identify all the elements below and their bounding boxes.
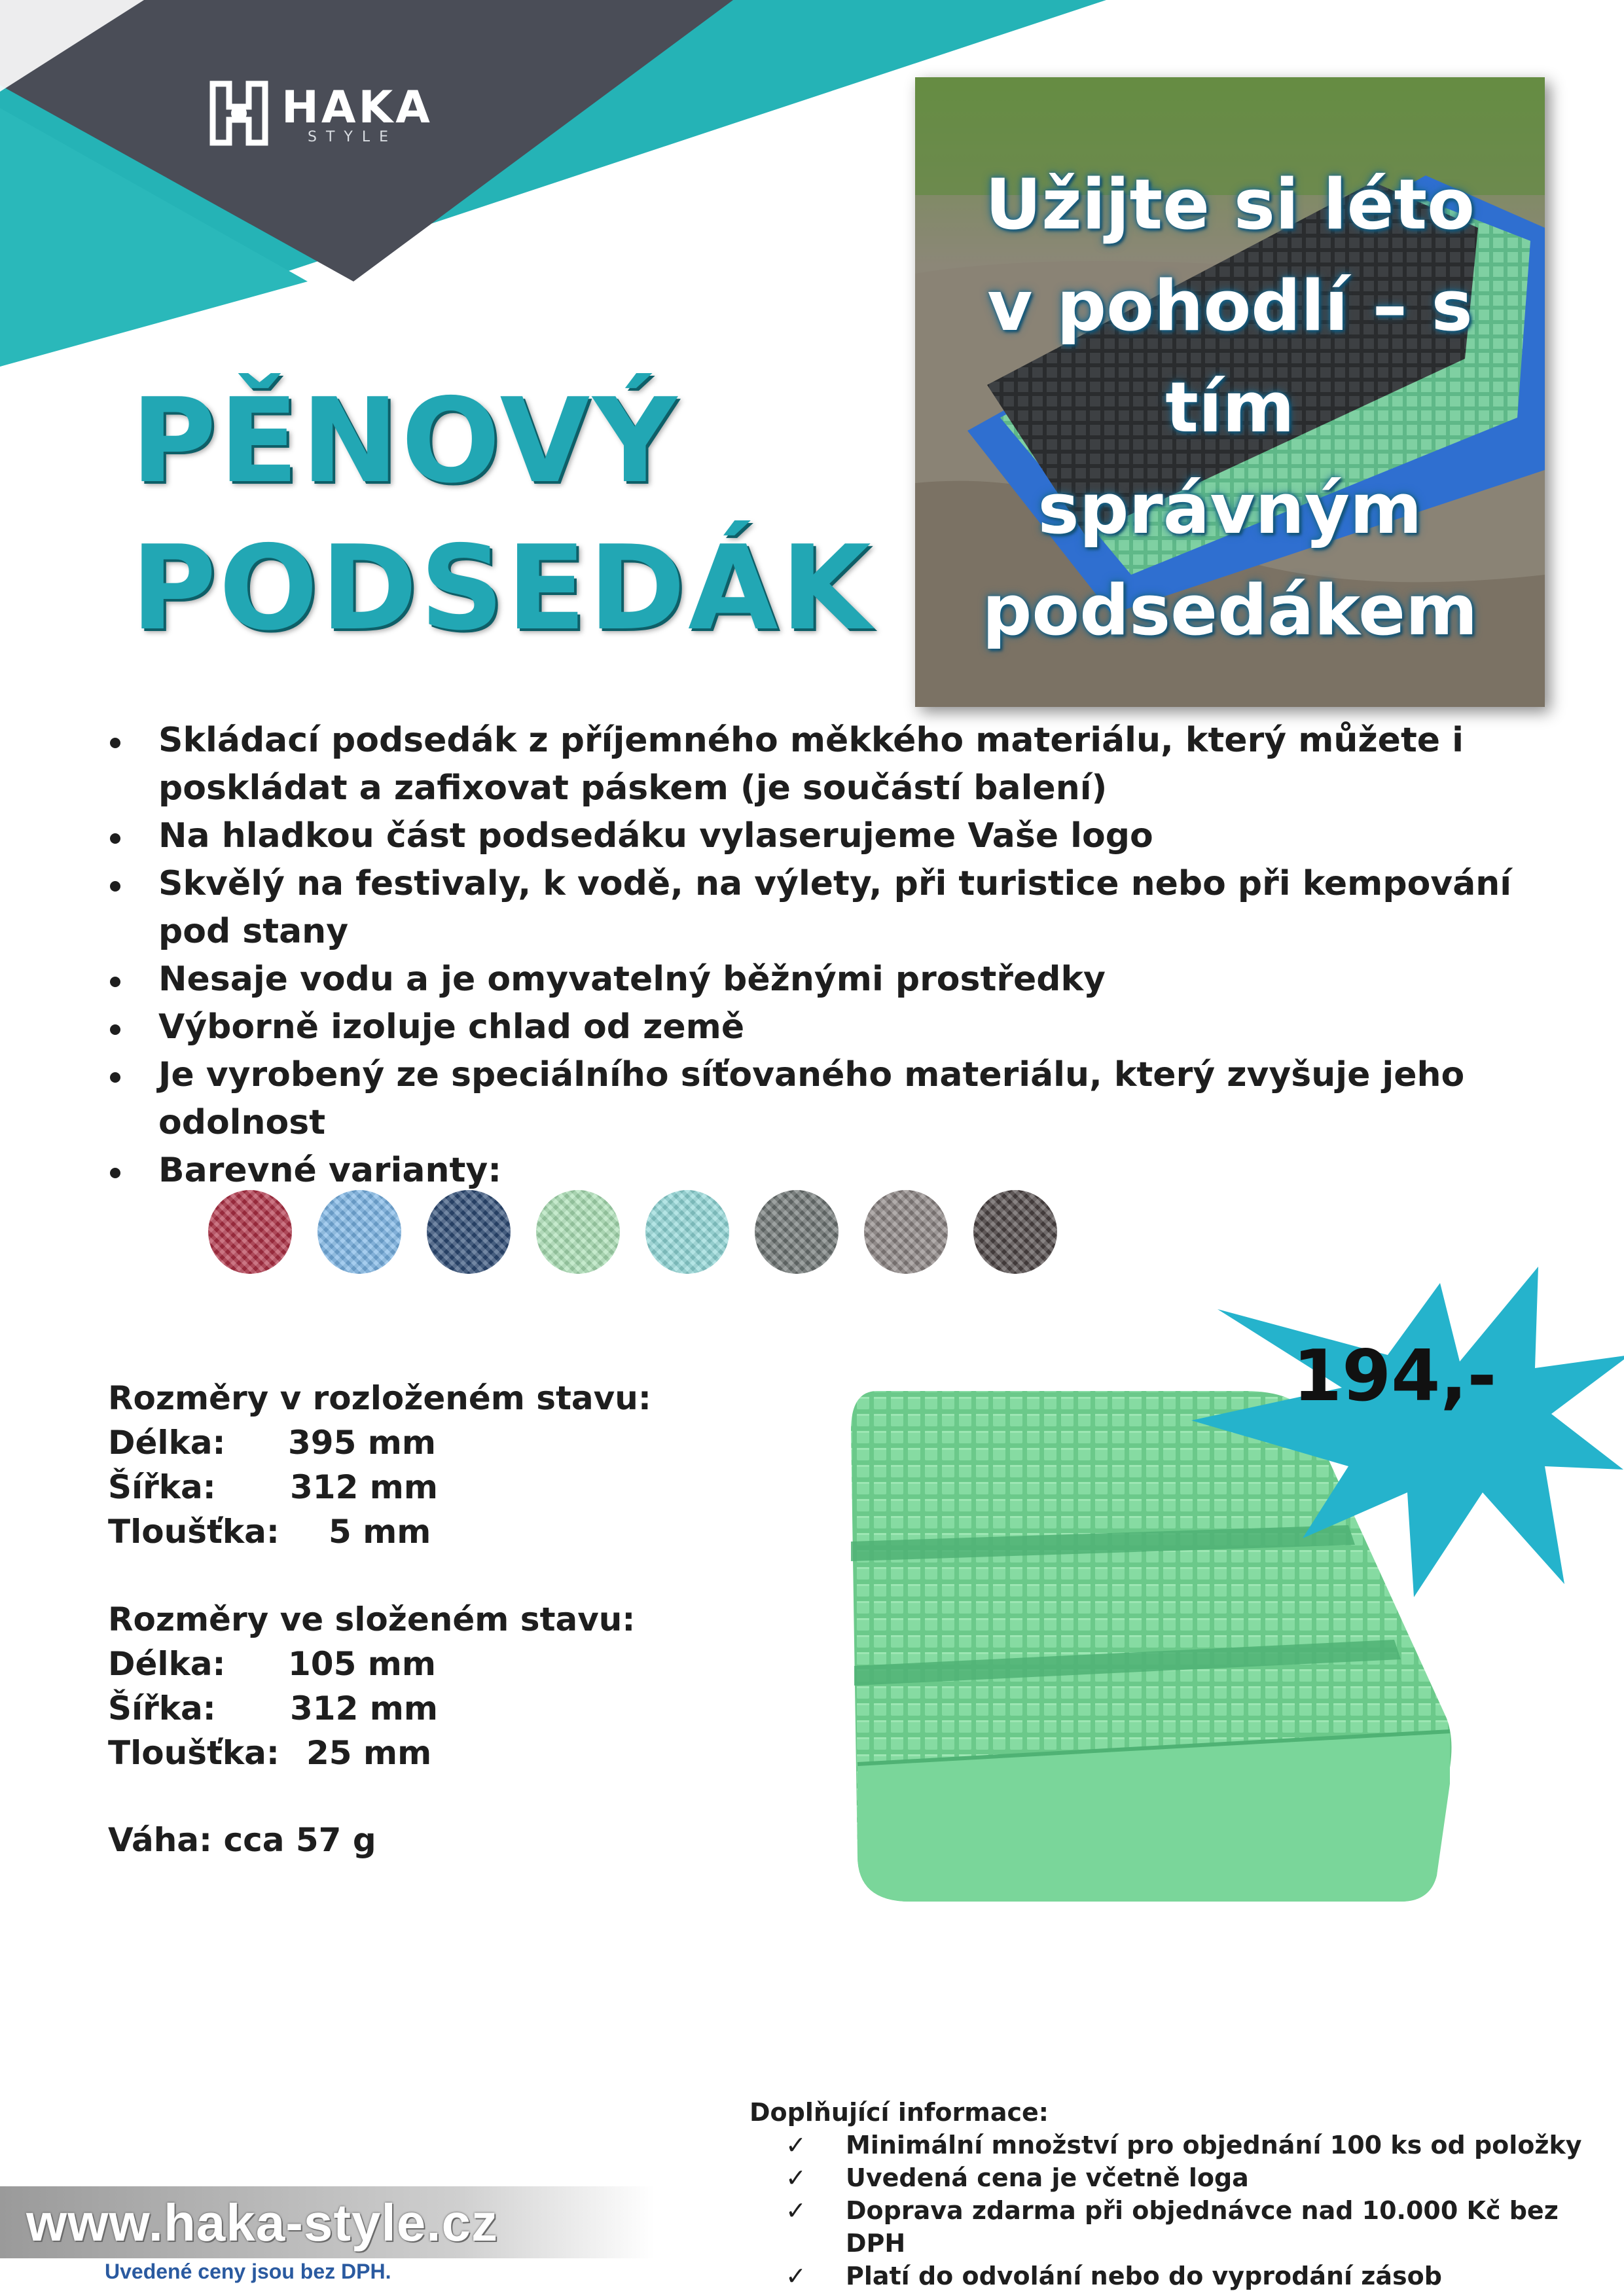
color-swatch-light-green (536, 1190, 620, 1274)
check-icon: ✓ (785, 2163, 806, 2192)
bullet-icon (110, 833, 120, 844)
dimensions-folded (108, 1597, 635, 1775)
dimensions-heading: Rozměry v rozloženém stavu: (108, 1379, 651, 1417)
dim-value: 395 mm (288, 1424, 436, 1462)
haka-logo-icon (203, 77, 275, 149)
brand-name: HAKA (281, 82, 433, 134)
list-item: Skládací podsedák z příjemného měkkého materiálu, který můžete i poskládat a zafixovat páskem (je součástí balení) (105, 717, 1578, 812)
hero-line: v pohodlí – s tím (987, 266, 1473, 448)
dim-label: Tloušťka: (108, 1734, 280, 1772)
info-heading: Doplňující informace: (749, 2098, 1049, 2127)
website-link[interactable]: www.haka-style.cz (26, 2194, 498, 2252)
dim-value: 5 mm (329, 1513, 431, 1551)
page-title-line2: PODSEDÁK (131, 520, 874, 656)
dim-label: Délka: (108, 1424, 226, 1462)
dim-value: 312 mm (290, 1689, 438, 1727)
check-icon: ✓ (785, 2196, 806, 2225)
brand-sub: STYLE (308, 129, 397, 145)
list-item: Výborně izoluje chlad od země (105, 1003, 1578, 1051)
color-swatch-gray (755, 1190, 839, 1274)
hero-line: správným (1038, 469, 1422, 549)
dim-label: Šířka: (108, 1689, 216, 1727)
list-item: Nesaje vodu a je omyvatelný běžnými prostředky (105, 956, 1578, 1003)
check-icon: ✓ (785, 2262, 806, 2290)
color-swatch-red (208, 1190, 292, 1274)
list-item: Skvělý na festivaly, k vodě, na výlety, při turistice nebo při kempování pod stany (105, 860, 1578, 956)
page-title-line1: PĚNOVÝ (131, 373, 680, 509)
list-item: Na hladkou část podsedáku vylaserujeme Vaše logo (105, 812, 1578, 860)
bullet-icon (110, 881, 120, 892)
list-item: ✓ Doprava zdarma při objednávce nad 10.000 Kč bez DPH (785, 2194, 1624, 2260)
bullet-icon (110, 1168, 120, 1178)
color-swatch-aqua (645, 1190, 729, 1274)
hero-headline (915, 154, 1545, 661)
color-swatch-navy (427, 1190, 511, 1274)
dim-value: 105 mm (288, 1645, 436, 1683)
list-item: Je vyrobený ze speciálního síťovaného materiálu, který zvyšuje jeho odolnost (105, 1051, 1578, 1147)
list-item: ✓ Uvedená cena je včetně loga (785, 2161, 1624, 2194)
price-value: 194,- (1293, 1335, 1497, 1417)
bullet-icon (110, 1072, 120, 1083)
bullet-icon (110, 738, 120, 748)
dim-value: 312 mm (290, 1468, 438, 1506)
list-item: ✓ Minimální množství pro objednání 100 ks od položky (785, 2129, 1624, 2161)
bullet-icon (110, 977, 120, 987)
info-list (785, 2129, 1624, 2292)
bullet-icon (110, 1024, 120, 1035)
dimensions-unfolded (108, 1376, 651, 1554)
hero-line: podsedákem (982, 570, 1478, 651)
weight-text: Váha: cca 57 g (108, 1821, 376, 1859)
price-starburst (1178, 1257, 1624, 1597)
dim-label: Šířka: (108, 1468, 216, 1506)
dimensions-heading: Rozměry ve složeném stavu: (108, 1600, 636, 1638)
list-item: ✓ Platí do odvolání nebo do vyprodání zásob (785, 2260, 1624, 2292)
color-swatch-dark-brown (973, 1190, 1057, 1274)
feature-list (105, 717, 1578, 1195)
dim-value: 25 mm (306, 1734, 432, 1772)
dim-label: Tloušťka: (108, 1513, 280, 1551)
price-footnote: Uvedené ceny jsou bez DPH. (105, 2260, 391, 2283)
color-swatch-taupe (864, 1190, 948, 1274)
hero-line: Užijte si léto (985, 164, 1475, 245)
color-swatch-light-blue (317, 1190, 401, 1274)
list-item: Barevné varianty: (105, 1147, 1578, 1195)
check-icon: ✓ (785, 2131, 806, 2159)
dim-label: Délka: (108, 1645, 226, 1683)
